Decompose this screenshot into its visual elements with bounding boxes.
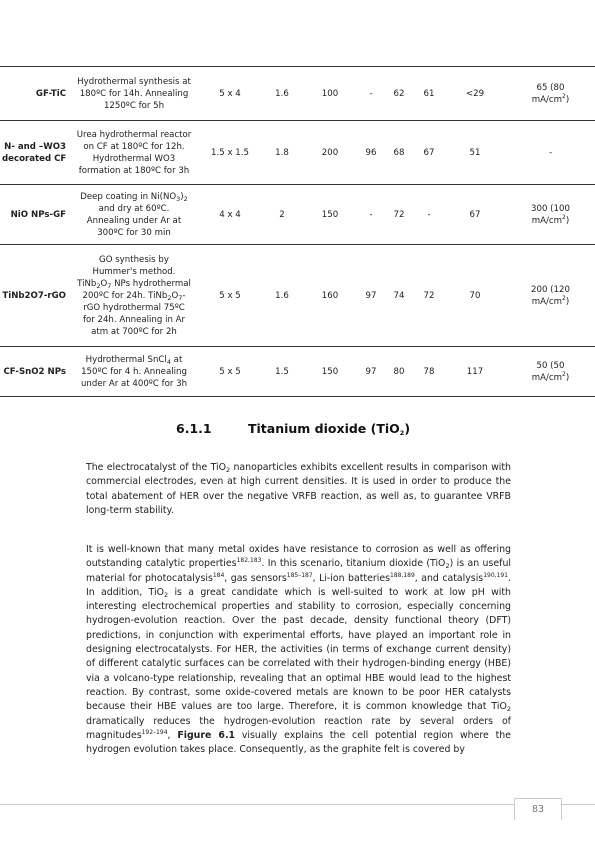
material-cell: GF-TiC — [0, 67, 70, 121]
current-density-cell: 50 (50 $mA/cm^2$) — [506, 347, 595, 397]
footer-rule — [0, 804, 595, 805]
value-cell: 80 — [384, 347, 414, 397]
value-cell: 150 — [302, 347, 358, 397]
value-cell: - — [358, 185, 384, 245]
current-density-cell: 200 (120 $mA/cm^2$) — [506, 245, 595, 347]
value-cell: 67 — [444, 185, 506, 245]
table-row — [0, 245, 595, 347]
material-cell: NiO NPs-GF — [0, 185, 70, 245]
comparison-table — [0, 66, 595, 397]
table-row — [0, 67, 595, 121]
paragraph-body: It is well-known that many metal oxides have resistance to corrosion as well as offering outstanding catalytic properties$^{182,183}$. In this scenario, titanium dioxide (TiO$_2$) is an useful material for photocatalysis$^{184}$, gas sensors$^{185-187}$, Li-ion batteries$^{188,189}$, and catalysis$^{190,191}$. In addition, TiO$_2$ is a great candidate which is well-suited to work at low pH with interesting electrochemical properties and stability to corrosion, especially concerning hydrogen-evolution reaction. Over the past decade, density functional theory (DFT) predictions, in conjunction with experimental efforts, have played an important role in designing electrocatalysts. For HER, the activities (in terms of exchange current density) of different catalytic surfaces can be correlated with their hydrogen-binding energy (HBE) via a volcano-type relationship, revealing that an optimal HBE would lead to the highest reaction. By contrast, some oxide-covered metals are known to be poor HER catalysts because their HBE values are too large. Therefore, it is common knowledge that TiO$_2$ dramatically reduces the hydrogen-evolution reaction rate by several orders of magnitudes$^{192-194}$, Figure 6.1 visually explains the cell potential region where the hydrogen evolution takes place. Consequently, as the graphite felt is covered by — [86, 544, 512, 756]
value-cell: 67 — [414, 121, 444, 185]
current-density-cell: 300 (100 $mA/cm^2$) — [506, 185, 595, 245]
material-cell: CF-SnO2 NPs — [0, 347, 70, 397]
synthesis-cell: Hydrothermal synthesis at 180ºC for 14h. Annealing 1250ºC for 5h — [70, 67, 198, 121]
synthesis-cell: Deep coating in $Ni(NO_3)_2$ and dry at 60ºC. Annealing under Ar at 300ºC for 30 min — [70, 185, 198, 245]
size-cell: 5 x 5 — [198, 347, 262, 397]
current-density-cell: - — [506, 121, 595, 185]
section-title: Titanium dioxide (TiO$_2$) — [248, 421, 411, 437]
value-cell: 97 — [358, 347, 384, 397]
current-density-cell: 65 (80 $mA/cm^2$) — [506, 67, 595, 121]
value-cell: 72 — [414, 245, 444, 347]
size-cell: 4 x 4 — [198, 185, 262, 245]
section-heading — [176, 421, 410, 436]
value-cell: 200 — [302, 121, 358, 185]
size-cell: 5 x 4 — [198, 67, 262, 121]
value-cell: 1.5 — [262, 347, 302, 397]
synthesis-cell: Urea hydrothermal reactor on CF at 180ºC for 12h. Hydrothermal WO3 formation at 180ºC for 3h — [70, 121, 198, 185]
value-cell: <29 — [444, 67, 506, 121]
value-cell: 74 — [384, 245, 414, 347]
paragraph-intro: The electrocatalyst of the TiO$_2$ nanoparticles exhibits excellent results in comparison with commercial electrodes, even at high current densities. It is used in order to produce the total abatement of HER over the negative VRFB reaction, as well as, to guarantee VRFB long-term stability. — [86, 462, 511, 516]
value-cell: 1.6 — [262, 67, 302, 121]
value-cell: 51 — [444, 121, 506, 185]
value-cell: 78 — [414, 347, 444, 397]
value-cell: 160 — [302, 245, 358, 347]
value-cell: 1.6 — [262, 245, 302, 347]
material-cell: N- and –WO3 decorated CF — [0, 121, 70, 185]
synthesis-cell: GO synthesis by Hummer's method. $TiNb_2O_7$ NPs hydrothermal 200ºC for 24h. $TiNb_2O_7-$ rGO hydrothermal 75ºC for 24h. Annealing in Ar atm at 700ºC for 2h — [70, 245, 198, 347]
value-cell: 2 — [262, 185, 302, 245]
value-cell: 72 — [384, 185, 414, 245]
value-cell: 61 — [414, 67, 444, 121]
value-cell: 100 — [302, 67, 358, 121]
size-cell: 1.5 x 1.5 — [198, 121, 262, 185]
size-cell: 5 x 5 — [198, 245, 262, 347]
value-cell: - — [414, 185, 444, 245]
value-cell: 62 — [384, 67, 414, 121]
synthesis-cell: Hydrothermal SnCl$_4$ at 150ºC for 4 h. Annealing under Ar at 400ºC for 3h — [70, 347, 198, 397]
value-cell: 150 — [302, 185, 358, 245]
table-row — [0, 121, 595, 185]
material-cell: TiNb2O7-rGO — [0, 245, 70, 347]
value-cell: 68 — [384, 121, 414, 185]
value-cell: 70 — [444, 245, 506, 347]
value-cell: 117 — [444, 347, 506, 397]
value-cell: 97 — [358, 245, 384, 347]
table-row — [0, 347, 595, 397]
value-cell: 1.8 — [262, 121, 302, 185]
value-cell: - — [358, 67, 384, 121]
page-number: 83 — [514, 798, 562, 820]
table-row — [0, 185, 595, 245]
value-cell: 96 — [358, 121, 384, 185]
section-number: 6.1.1 — [176, 421, 212, 436]
